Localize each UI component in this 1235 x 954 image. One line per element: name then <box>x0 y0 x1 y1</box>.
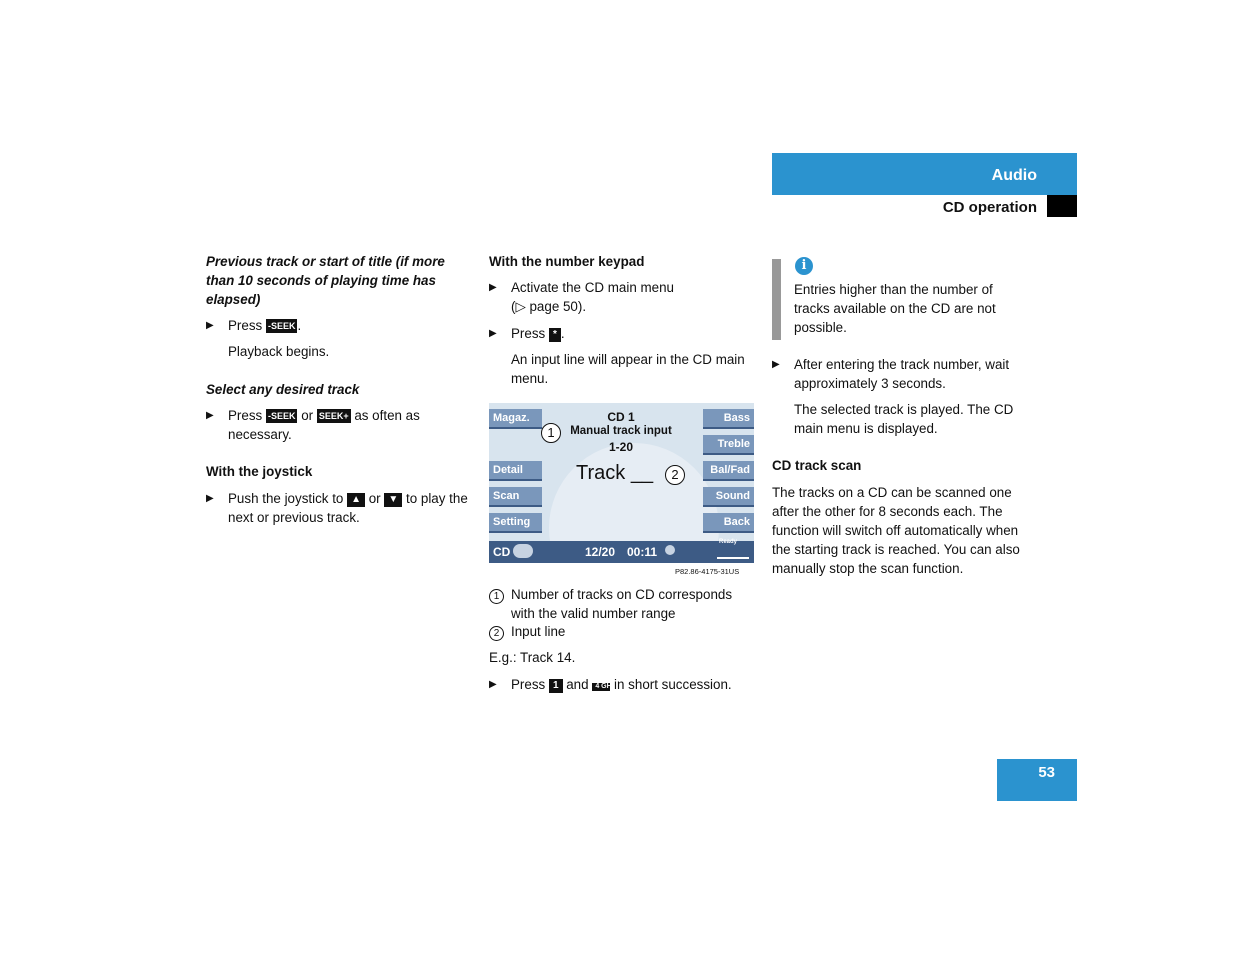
bullet-arrow-icon: ▶ <box>489 679 497 690</box>
screen-btn-bass: Bass <box>703 409 754 429</box>
status-track: 12/20 <box>585 545 616 559</box>
input-line-text: An input line will appear in the CD main menu. <box>511 352 745 386</box>
bullet-press-1-4: ▶ Press 1 and 4 GHI in short succession. <box>489 677 732 692</box>
heading-previous-track: Previous track or start of title (if more than 10 seconds of playing time has elapsed) <box>206 254 445 307</box>
seek-minus-key: -SEEK <box>267 411 296 421</box>
screen-track-input: Track __ <box>576 462 654 484</box>
bullet-arrow-icon: ▶ <box>206 410 214 421</box>
bullet-wait: ▶ After entering the track number, wait approximately 3 seconds. <box>772 357 1010 391</box>
callout-2: 2 <box>665 465 685 485</box>
bullet-activate-menu: ▶ Activate the CD main menu (▷ page 50). <box>489 280 674 314</box>
screen-btn-setting: Setting <box>489 513 542 533</box>
heading-cd-track-scan: CD track scan <box>772 458 862 473</box>
screen-btn-treble: Treble <box>703 435 754 455</box>
example-text: E.g.: Track 14. <box>489 650 576 665</box>
heading-number-keypad: With the number keypad <box>489 254 645 269</box>
bullet-arrow-icon: ▶ <box>206 320 214 331</box>
bullet-arrow-icon: ▶ <box>206 493 214 504</box>
page-number: 53 <box>1038 764 1055 781</box>
screen-cd-label: CD 1 <box>607 410 635 424</box>
legend-item-1: 1 Number of tracks on CD corresponds with the valid number range <box>489 585 754 623</box>
bullet-press-seek: ▶ Press -SEEK . <box>206 318 302 333</box>
subsection-marker <box>1047 195 1077 217</box>
playback-begins-text: Playback begins. <box>228 344 330 359</box>
heading-select-track: Select any desired track <box>206 382 360 397</box>
bullet-arrow-icon: ▶ <box>489 328 497 339</box>
bullet-press-star: ▶ Press * . <box>489 326 565 341</box>
joystick-down-key: ▼ <box>384 493 402 507</box>
bullet-press-seek-both: ▶ Press -SEEK or SEEK+ as often as necessary. <box>206 408 420 442</box>
legend-item-2: 2 Input line <box>489 622 754 641</box>
track-played-text: The selected track is played. The CD main menu is displayed. <box>794 402 1014 436</box>
info-icon: i <box>795 257 813 275</box>
screen-btn-scan: Scan <box>489 487 542 507</box>
bullet-joystick: ▶ Push the joystick to ▲ or ▼ to play the next or previous track. <box>206 491 468 525</box>
status-source: CD <box>493 545 511 559</box>
bullet-arrow-icon: ▶ <box>489 282 497 293</box>
info-text: Entries higher than the number of tracks available on the CD are not possible. <box>794 282 996 335</box>
status-time: 00:11 <box>627 545 658 559</box>
key-1: 1 <box>549 679 563 693</box>
subsection-title: CD operation <box>942 199 1037 216</box>
seek-plus-key: SEEK+ <box>318 411 349 421</box>
section-title: Audio <box>991 167 1037 184</box>
screen-status-bar <box>489 541 754 563</box>
cd-disc-icon <box>513 544 533 558</box>
screen-btn-magaz: Magaz. <box>489 409 542 429</box>
star-key: * <box>549 328 561 342</box>
screen-menu-label: Manual track input <box>570 425 672 437</box>
heading-joystick: With the joystick <box>206 464 313 479</box>
joystick-up-key: ▲ <box>347 493 365 507</box>
screen-range: 1-20 <box>608 440 634 454</box>
key-4-ghi: 4 GHI <box>592 683 610 691</box>
screen-btn-detail: Detail <box>489 461 542 481</box>
info-box-bar <box>772 259 781 340</box>
status-ready: Ready <box>719 539 738 545</box>
repeat-icon <box>665 545 675 555</box>
signal-strength-icon <box>717 549 749 559</box>
screen-btn-back: Back <box>703 513 754 533</box>
seek-minus-key: -SEEK <box>267 321 296 331</box>
track-scan-paragraph: The tracks on a CD can be scanned one after the other for 8 seconds each. The function will switch off automatically when the starting track is reached. You can also manually stop the scan function. <box>772 485 1020 576</box>
screen-btn-sound: Sound <box>703 487 754 507</box>
figure-code: P82.86-4175-31US <box>675 567 740 576</box>
screen-btn-balfad: Bal/Fad <box>703 461 754 481</box>
bullet-arrow-icon: ▶ <box>772 359 780 370</box>
callout-1: 1 <box>541 423 561 443</box>
cd-screen-illustration <box>489 403 754 563</box>
